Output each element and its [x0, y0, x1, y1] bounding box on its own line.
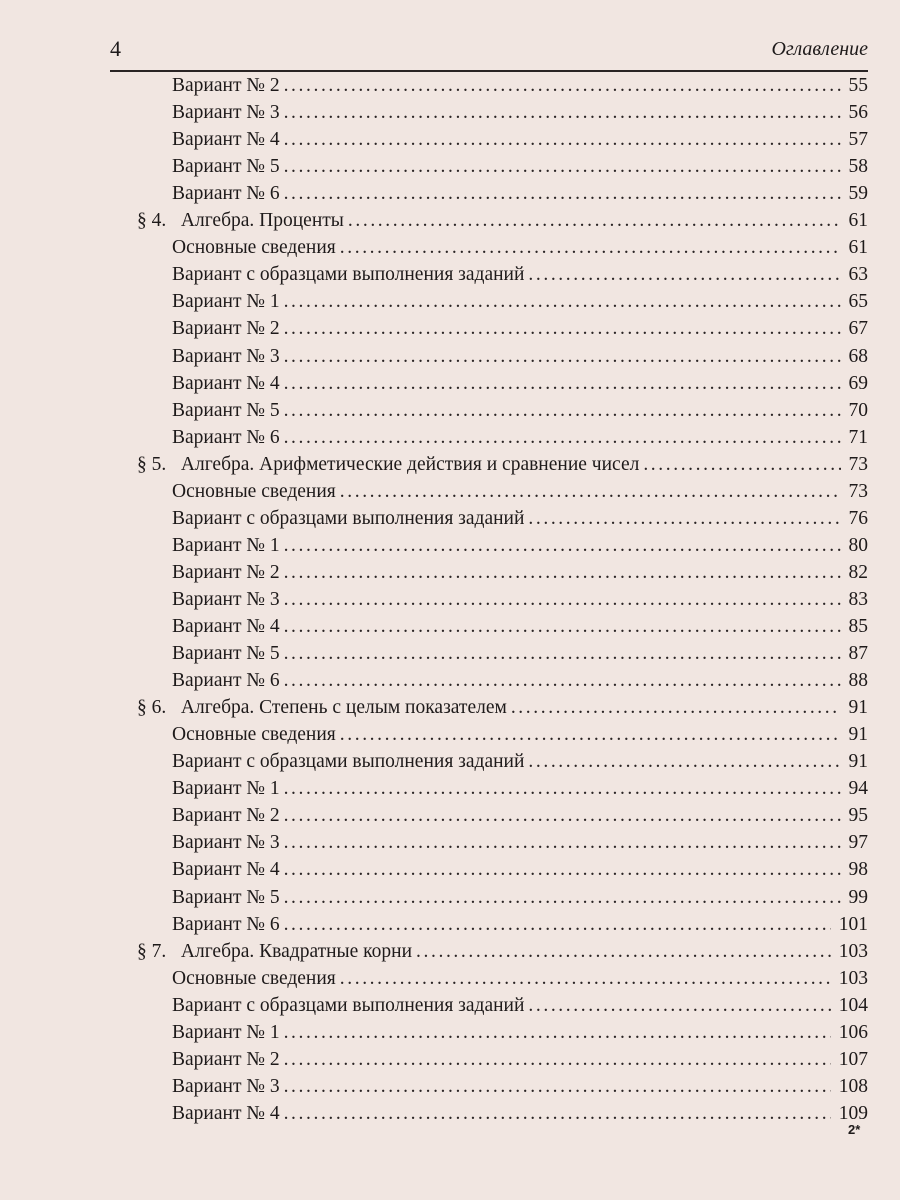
- entry-label: Вариант № 5: [172, 399, 280, 421]
- entry-page-number: 68: [848, 345, 868, 367]
- dot-leader: [284, 532, 841, 559]
- toc-entry: [172, 856, 868, 883]
- toc-entry: [172, 586, 868, 613]
- entry-label: Вариант № 6: [172, 670, 280, 692]
- toc-entry: [172, 1073, 868, 1100]
- entry-label: Вариант № 2: [172, 561, 280, 583]
- page-number: 4: [110, 36, 121, 61]
- entry-page-number: 56: [848, 102, 868, 124]
- entry-label: Вариант с образцами выполнения заданий: [172, 994, 525, 1016]
- entry-label: Вариант № 3: [172, 832, 280, 854]
- entry-page-number: 61: [848, 237, 868, 259]
- entry-label: Вариант № 1: [172, 778, 280, 800]
- dot-leader: [528, 261, 840, 288]
- entry-page-number: 82: [848, 561, 868, 583]
- entry-label: Вариант № 6: [172, 426, 280, 448]
- toc-entry: [172, 911, 868, 938]
- dot-leader: [284, 72, 841, 99]
- dot-leader: [340, 234, 841, 261]
- dot-leader: [284, 586, 841, 613]
- dot-leader: [284, 343, 841, 370]
- dot-leader: [528, 748, 840, 775]
- entry-label: Вариант с образцами выполнения заданий: [172, 264, 525, 286]
- toc-entry: [172, 992, 868, 1019]
- toc-entry: [172, 478, 868, 505]
- dot-leader: [284, 667, 841, 694]
- toc-entry: [172, 234, 868, 261]
- entry-page-number: 70: [848, 399, 868, 421]
- toc-section-entry: [137, 938, 868, 965]
- toc-entry: [172, 180, 868, 207]
- entry-label: Вариант № 4: [172, 1102, 280, 1124]
- entry-page-number: 91: [848, 751, 868, 773]
- entry-label: Основные сведения: [172, 480, 336, 502]
- entry-label: Вариант № 3: [172, 1075, 280, 1097]
- entry-page-number: 83: [848, 588, 868, 610]
- entry-label: Вариант № 2: [172, 1048, 280, 1070]
- dot-leader: [284, 315, 841, 342]
- dot-leader: [284, 1073, 831, 1100]
- entry-page-number: 104: [838, 994, 868, 1016]
- entry-label: Вариант № 3: [172, 588, 280, 610]
- entry-page-number: 91: [848, 697, 868, 719]
- entry-label: Вариант № 6: [172, 183, 280, 205]
- toc-section-entry: [137, 451, 868, 478]
- entry-page-number: 57: [848, 129, 868, 151]
- entry-page-number: 76: [848, 507, 868, 529]
- entry-label: Вариант № 4: [172, 372, 280, 394]
- toc-entry: [172, 288, 868, 315]
- dot-leader: [340, 721, 841, 748]
- entry-label: Вариант с образцами выполнения заданий: [172, 751, 525, 773]
- entry-page-number: 108: [838, 1075, 868, 1097]
- entry-label: Основные сведения: [172, 237, 336, 259]
- entry-label: Вариант № 5: [172, 643, 280, 665]
- dot-leader: [284, 884, 841, 911]
- entry-page-number: 94: [848, 778, 868, 800]
- entry-page-number: 103: [838, 967, 868, 989]
- dot-leader: [284, 99, 841, 126]
- dot-leader: [284, 640, 841, 667]
- dot-leader: [284, 397, 841, 424]
- dot-leader: [284, 288, 841, 315]
- entry-page-number: 88: [848, 670, 868, 692]
- toc-entry: [172, 315, 868, 342]
- dot-leader: [416, 938, 831, 965]
- dot-leader: [284, 559, 841, 586]
- dot-leader: [511, 694, 841, 721]
- entry-label: Вариант № 2: [172, 318, 280, 340]
- dot-leader: [284, 911, 831, 938]
- dot-leader: [340, 478, 841, 505]
- toc-entry: [172, 802, 868, 829]
- entry-label: Вариант № 3: [172, 102, 280, 124]
- entry-label: Основные сведения: [172, 724, 336, 746]
- entry-label: Вариант № 2: [172, 805, 280, 827]
- toc-entry: [172, 424, 868, 451]
- dot-leader: [284, 1046, 831, 1073]
- toc-entry: [172, 559, 868, 586]
- entry-page-number: 95: [848, 805, 868, 827]
- toc-entry: [172, 126, 868, 153]
- entry-page-number: 69: [848, 372, 868, 394]
- toc-entry: [172, 72, 868, 99]
- toc-entry: [172, 153, 868, 180]
- entry-page-number: 107: [838, 1048, 868, 1070]
- toc-entry: [172, 370, 868, 397]
- entry-page-number: 101: [838, 913, 868, 935]
- dot-leader: [284, 1100, 831, 1127]
- dot-leader: [284, 613, 841, 640]
- entry-page-number: 106: [838, 1021, 868, 1043]
- dot-leader: [284, 829, 841, 856]
- signature-mark: 2*: [848, 1122, 861, 1137]
- entry-label: Вариант № 4: [172, 859, 280, 881]
- entry-label: Вариант № 1: [172, 1021, 280, 1043]
- toc-entry: [172, 667, 868, 694]
- dot-leader: [284, 802, 841, 829]
- entry-label: Вариант № 6: [172, 913, 280, 935]
- dot-leader: [284, 153, 841, 180]
- toc-entry: [172, 1046, 868, 1073]
- entry-label: § 7. Алгебра. Квадратные корни: [137, 940, 413, 962]
- toc-entry: [172, 748, 868, 775]
- entry-label: § 6. Алгебра. Степень с целым показателем: [137, 697, 507, 719]
- entry-page-number: 61: [848, 210, 868, 232]
- dot-leader: [284, 370, 841, 397]
- entry-page-number: 58: [848, 156, 868, 178]
- entry-label: Основные сведения: [172, 967, 336, 989]
- entry-page-number: 73: [848, 453, 868, 475]
- entry-page-number: 87: [848, 643, 868, 665]
- toc-entry: [172, 613, 868, 640]
- entry-page-number: 67: [848, 318, 868, 340]
- dot-leader: [284, 424, 841, 451]
- dot-leader: [528, 992, 830, 1019]
- entry-page-number: 55: [848, 75, 868, 96]
- dot-leader: [284, 775, 841, 802]
- entry-page-number: 73: [848, 480, 868, 502]
- dot-leader: [348, 207, 841, 234]
- entry-page-number: 63: [848, 264, 868, 286]
- toc-entry: [172, 99, 868, 126]
- entry-page-number: 97: [848, 832, 868, 854]
- toc-entry: [172, 640, 868, 667]
- entry-page-number: 85: [848, 616, 868, 637]
- toc-entry: [172, 532, 868, 559]
- entry-page-number: 103: [838, 940, 868, 962]
- dot-leader: [643, 451, 840, 478]
- running-title: Оглавление: [771, 38, 868, 60]
- entry-page-number: 98: [848, 859, 868, 881]
- entry-label: Вариант № 5: [172, 156, 280, 178]
- entry-label: Вариант № 5: [172, 886, 280, 908]
- running-header: [110, 34, 868, 72]
- entry-label: Вариант № 2: [172, 75, 280, 96]
- entry-page-number: 99: [848, 886, 868, 908]
- toc-entry: [172, 1100, 868, 1127]
- toc-entry: [172, 1019, 868, 1046]
- dot-leader: [284, 856, 841, 883]
- entry-label: Вариант № 3: [172, 345, 280, 367]
- entry-label: Вариант № 1: [172, 291, 280, 313]
- entry-page-number: 91: [848, 724, 868, 746]
- toc-entry: [172, 775, 868, 802]
- toc-section-entry: [137, 694, 868, 721]
- toc-entry: [172, 884, 868, 911]
- entry-page-number: 65: [848, 291, 868, 313]
- toc-entry: [172, 721, 868, 748]
- entry-page-number: 80: [848, 534, 868, 556]
- entry-page-number: 71: [848, 426, 868, 448]
- entry-label: § 5. Алгебра. Арифметические действия и сравнение чисел: [137, 453, 640, 475]
- dot-leader: [284, 180, 841, 207]
- toc-entry: [172, 965, 868, 992]
- toc-entry: [172, 261, 868, 288]
- toc-entry: [172, 829, 868, 856]
- dot-leader: [284, 126, 841, 153]
- toc-entry: [172, 397, 868, 424]
- entry-label: Вариант с образцами выполнения заданий: [172, 507, 525, 529]
- entry-label: Вариант № 4: [172, 616, 280, 637]
- dot-leader: [340, 965, 831, 992]
- dot-leader: [528, 505, 840, 532]
- entry-label: Вариант № 4: [172, 129, 280, 151]
- dot-leader: [284, 1019, 831, 1046]
- entry-page-number: 109: [838, 1102, 868, 1124]
- toc-entry: [172, 505, 868, 532]
- toc-entry: [172, 343, 868, 370]
- entry-label: § 4. Алгебра. Проценты: [137, 210, 344, 232]
- toc-section-entry: [137, 207, 868, 234]
- entry-page-number: 59: [848, 183, 868, 205]
- entry-label: Вариант № 1: [172, 534, 280, 556]
